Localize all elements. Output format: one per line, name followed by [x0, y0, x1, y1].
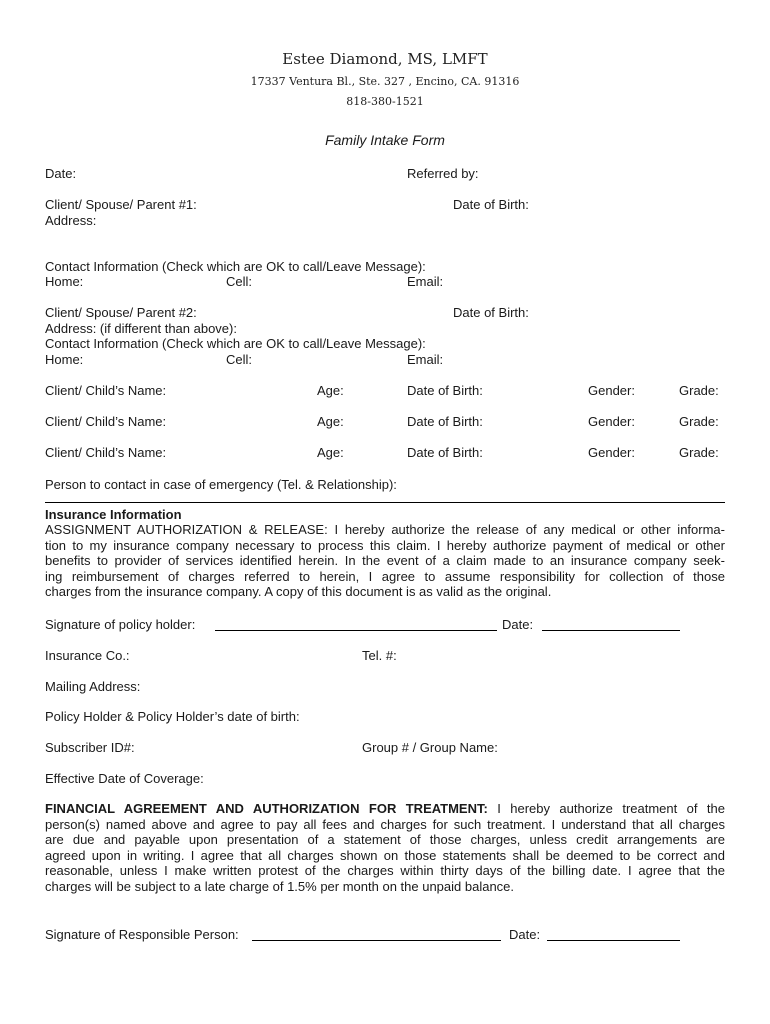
policy-holder-dob-label: Policy Holder & Policy Holder’s date of birth: — [45, 709, 300, 724]
insurance-line: ing reimbursement of charges referred to herein, I agree to assume responsibility for collection of those — [45, 568, 725, 584]
child-grade-label: Grade: — [679, 414, 719, 429]
client1-label: Client/ Spouse/ Parent #1: — [45, 197, 197, 212]
financial-line: are due and payable upon presentation of a statement of those charges, unless credit arrangements are — [45, 832, 725, 847]
child-gender-label: Gender: — [588, 383, 635, 398]
practitioner-name: Estee Diamond, MS, LMFT — [282, 50, 488, 68]
cell-label-2: Cell: — [226, 352, 253, 367]
client1-dob-label: Date of Birth: — [453, 197, 529, 212]
client1-address-label: Address: — [45, 213, 97, 228]
child-dob-label: Date of Birth: — [407, 414, 483, 429]
child-dob-label: Date of Birth: — [407, 383, 483, 398]
child-gender-label: Gender: — [588, 445, 635, 460]
policy-holder-signature-line[interactable] — [215, 630, 497, 631]
child-gender-label: Gender: — [588, 414, 635, 429]
child-dob-label: Date of Birth: — [407, 445, 483, 460]
responsible-date-label: Date: — [509, 927, 541, 942]
child-age-label: Age: — [317, 445, 344, 460]
insurance-line: ASSIGNMENT AUTHORIZATION & RELEASE: I hereby authorize the release of any medical or other informa- — [45, 522, 725, 537]
practitioner-phone: 818-380-1521 — [346, 95, 424, 108]
contact-info-label-2: Contact Information (Check which are OK to call/Leave Message): — [45, 336, 426, 351]
financial-first-line-rest: I hereby authorize treatment of the — [487, 801, 725, 816]
insurance-line: charges from the insurance company. A copy of this document is as valid as the original. — [45, 584, 552, 599]
client2-dob-label: Date of Birth: — [453, 305, 529, 320]
client2-label: Client/ Spouse/ Parent #2: — [45, 305, 197, 320]
policy-date-label: Date: — [502, 617, 534, 632]
financial-agreement-text — [45, 801, 725, 894]
mailing-address-label: Mailing Address: — [45, 679, 141, 694]
effective-date-label: Effective Date of Coverage: — [45, 771, 204, 786]
insurance-authorization-text — [45, 522, 725, 600]
insurance-tel-label: Tel. #: — [362, 648, 397, 663]
insurance-company-label: Insurance Co.: — [45, 648, 130, 663]
responsible-signature-label: Signature of Responsible Person: — [45, 927, 239, 942]
child-age-label: Age: — [317, 414, 344, 429]
practitioner-address: 17337 Ventura Bl., Ste. 327 , Encino, CA. 91316 — [250, 75, 520, 88]
contact-info-label-1: Contact Information (Check which are OK to call/Leave Message): — [45, 259, 426, 274]
insurance-line: tion to my insurance company necessary to process this claim. I hereby authorize payment of medical or other — [45, 537, 725, 553]
child-grade-label: Grade: — [679, 445, 719, 460]
section-divider — [45, 502, 725, 503]
insurance-heading: Insurance Information — [45, 507, 182, 522]
email-label-2: Email: — [407, 352, 444, 367]
form-title: Family Intake Form — [325, 132, 445, 148]
financial-line: charges will be subject to a late charge of 1.5% per month on the unpaid balance. — [45, 878, 515, 894]
insurance-line: benefits to provider of services identified herein. In the event of a claim made to an insurance company seek- — [45, 553, 725, 568]
financial-heading: FINANCIAL AGREEMENT AND AUTHORIZATION FOR TREATMENT: — [45, 801, 488, 816]
cell-label-1: Cell: — [226, 274, 253, 289]
child-grade-label: Grade: — [679, 383, 719, 398]
child-name-label: Client/ Child’s Name: — [45, 383, 167, 398]
financial-line — [45, 801, 725, 817]
emergency-contact-label: Person to contact in case of emergency (Tel. & Relationship): — [45, 477, 397, 492]
date-label: Date: — [45, 166, 77, 181]
home-label-2: Home: — [45, 352, 84, 367]
child-name-label: Client/ Child’s Name: — [45, 445, 167, 460]
child-age-label: Age: — [317, 383, 344, 398]
responsible-signature-line[interactable] — [252, 940, 501, 941]
referred-by-label: Referred by: — [407, 166, 479, 181]
subscriber-id-label: Subscriber ID#: — [45, 740, 135, 755]
financial-line: agreed upon in writing. I agree that all charges shown on those statements shall be deemed to be correct and — [45, 847, 725, 863]
responsible-date-line[interactable] — [547, 940, 680, 941]
financial-line: reasonable, unless I make written protest of the charges within thirty days of the billing date. I agree that the — [45, 863, 725, 878]
email-label-1: Email: — [407, 274, 444, 289]
policy-date-line[interactable] — [542, 630, 680, 631]
child-name-label: Client/ Child’s Name: — [45, 414, 167, 429]
policy-holder-signature-label: Signature of policy holder: — [45, 617, 196, 632]
client2-address-label: Address: (if different than above): — [45, 321, 237, 336]
group-name-label: Group # / Group Name: — [362, 740, 498, 755]
financial-line: person(s) named above and agree to pay all fees and charges for such treatment. I understand that all charges — [45, 816, 725, 832]
home-label-1: Home: — [45, 274, 84, 289]
